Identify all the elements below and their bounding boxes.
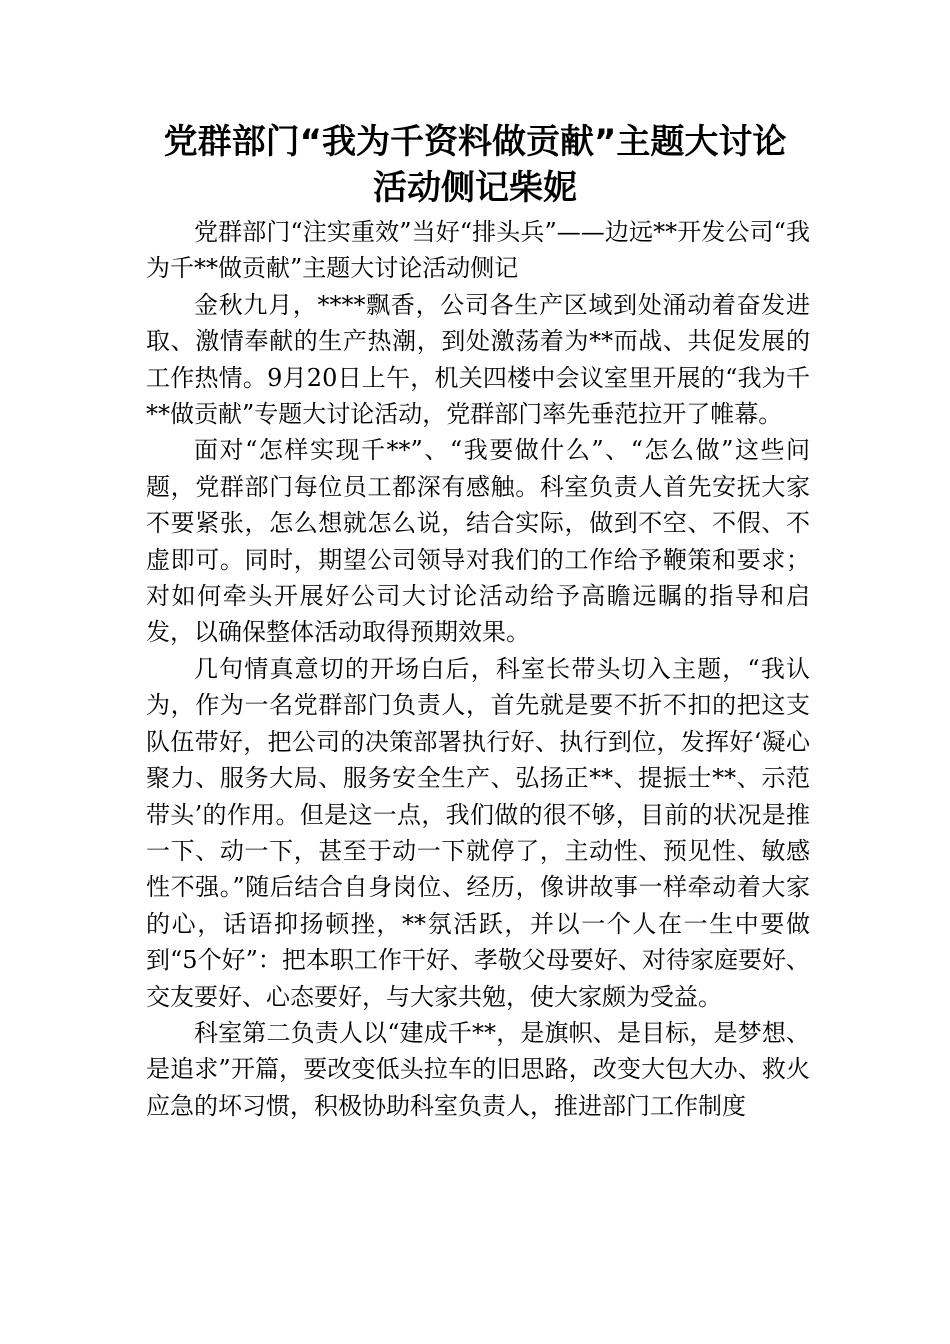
paragraph: 科室第二负责人以“建成千**，是旗帜、是目标，是梦想、是追求”开篇，要改变低头拉车的旧思路，改变大包大办、救火应急的坏习惯，积极协助科室负责人，推进部门工作制度 bbox=[146, 1018, 810, 1120]
paragraph-subtitle: 党群部门“注实重效”当好“排头兵”——边远**开发公司“我为千**做贡献”主题大讨论活动侧记 bbox=[146, 218, 810, 283]
paragraph: 面对“怎样实现千**”、“我要做什么”、“怎么做”这些问题，党群部门每位员工都深有感触。科室负责人首先安抚大家不要紧张，怎么想就怎么说，结合实际，做到不空、不假、不虚即可。同时，期望公司领导对我们的工作给予鞭策和要求；对如何牵头开展好公司大讨论活动给予高瞻远瞩的指导和启发，以确保整体活动取得预期效果。 bbox=[146, 436, 810, 647]
document-title-line-2: 活动侧记柴妮 bbox=[373, 168, 577, 208]
paragraph: 几句情真意切的开场白后，科室长带头切入主题，“我认为，作为一名党群部门负责人，首先就是要不折不扣的把这支队伍带好，把公司的决策部署执行好、执行到位，发挥好‘凝心聚力、服务大局、服务安全生产、弘扬正**、提振士**、示范带头’的作用。但是这一点，我们做的很不够，目前的状况是推一下、动一下，甚至于动一下就停了，主动性、预见性、敏感性不强。”随后结合自身岗位、经历，像讲故事一样牵动着大家的心，话语抑扬顿挫，**氛活跃，并以一个人在一生中要做到“5个好”：把本职工作干好、孝敬父母要好、对待家庭要好、交友要好、心态要好，与大家共勉，使大家颇为受益。 bbox=[146, 654, 810, 1011]
document-title-line-1: 党群部门“我为千资料做贡献”主题大讨论 bbox=[163, 122, 787, 162]
document-body bbox=[146, 214, 810, 1124]
paragraph: 金秋九月，****飘香，公司各生产区域到处涌动着奋发进取、激情奉献的生产热潮，到处激荡着为**而战、共促发展的工作热情。9月20日上午，机关四楼中会议室里开展的“我为千**做贡献”专题大讨论活动，党群部门率先垂范拉开了帷幕。 bbox=[146, 290, 810, 429]
